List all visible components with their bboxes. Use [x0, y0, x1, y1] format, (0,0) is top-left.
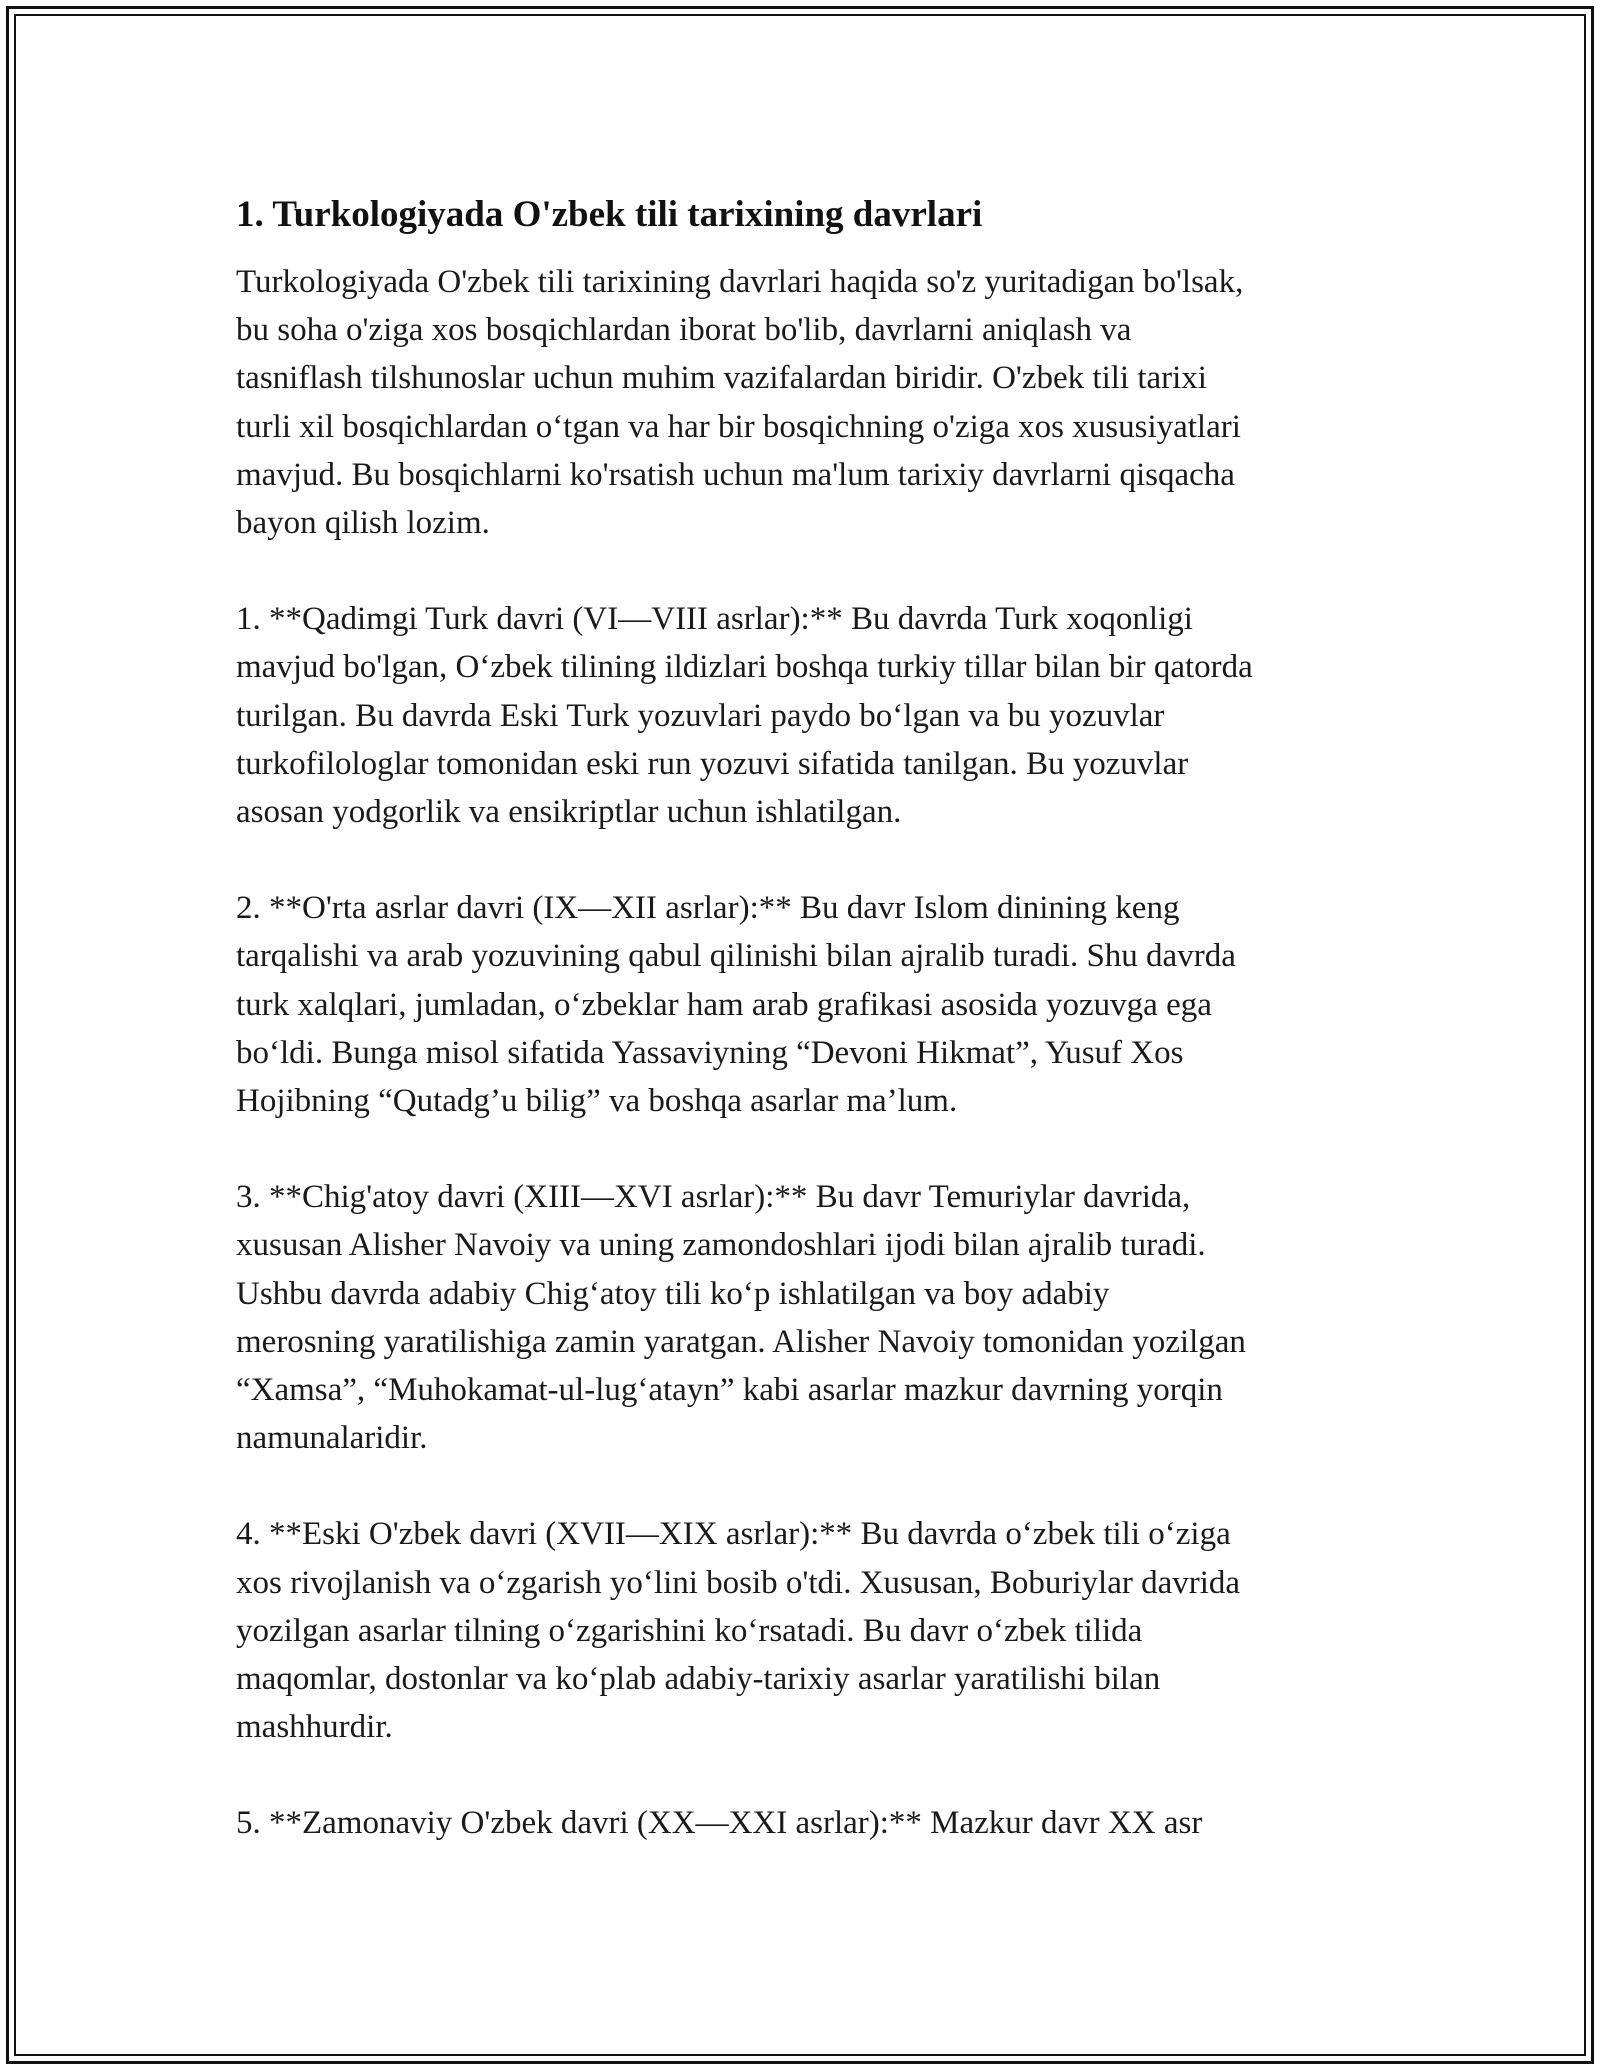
document-title: 1. Turkologiyada O'zbek tili tarixining davrlari	[236, 194, 983, 235]
period-2-paragraph: 2. **O'rta asrlar davri (IX—XII asrlar):** Bu davr Islom dinining keng tarqalishi va arab yozuvining qabul qilinishi bilan ajralib turadi. Shu davrda turk xalqlari, jumladan, o‘zbeklar ham arab grafikasi asosida yozuvga ega bo‘ldi. Bunga misol sifatida Yassaviyning “Devoni Hikmat”, Yusuf Xos Hojibning “Qutadg’u bilig” va boshqa asarlar ma’lum.	[236, 890, 1236, 1120]
intro-paragraph: Turkologiyada O'zbek tili tarixining davrlari haqida so'z yuritadigan bo'lsak, bu soha o'ziga xos bosqichlardan iborat bo'lib, davrlarni aniqlash va tasniflash tilshunoslar uchun muhim vazifalardan biridir. O'zbek tili tarixi turli xil bosqichlardan o‘tgan va har bir bosqichning o'ziga xos xususiyatlari mavjud. Bu bosqichlarni ko'rsatish uchun ma'lum tarixiy davrlarni qisqacha bayon qilish lozim.	[236, 264, 1244, 542]
period-1-paragraph: 1. **Qadimgi Turk davri (VI—VIII asrlar):** Bu davrda Turk xoqonligi mavjud bo'lgan, O‘zbek tilining ildizlari boshqa turkiy tillar bilan bir qatorda turilgan. Bu davrda Eski Turk yozuvlari paydo bo‘lgan va bu yozuvlar turkofilologlar tomonidan eski run yozuvi sifatida tanilgan. Bu yozuvlar asosan yodgorlik va ensikriptlar uchun ishlatilgan.	[236, 601, 1253, 831]
period-3-paragraph: 3. **Chig'atoy davri (XIII—XVI asrlar):** Bu davr Temuriylar davrida, xususan Alisher Navoiy va uning zamondoshlari ijodi bilan ajralib turadi. Ushbu davrda adabiy Chig‘atoy tili ko‘p ishlatilgan va boy adabiy merosning yaratilishiga zamin yaratgan. Alisher Navoiy tomonidan yozilgan “Xamsa”, “Muhokamat-ul-lug‘atayn” kabi asarlar mazkur davrning yorqin namunalaridir.	[236, 1179, 1246, 1457]
period-4-paragraph: 4. **Eski O'zbek davri (XVII—XIX asrlar):** Bu davrda o‘zbek tili o‘ziga xos rivojlanish va o‘zgarish yo‘lini bosib o'tdi. Xususan, Boburiylar davrida yozilgan asarlar tilning o‘zgarishini ko‘rsatadi. Bu davr o‘zbek tilida maqomlar, dostonlar va ko‘plab adabiy-tarixiy asarlar yaratilishi bilan mashhurdir.	[236, 1516, 1241, 1746]
period-5-paragraph: 5. **Zamonaviy O'zbek davri (XX—XXI asrlar):** Mazkur davr XX asr	[236, 1805, 1203, 1842]
document-body	[236, 186, 1376, 1896]
